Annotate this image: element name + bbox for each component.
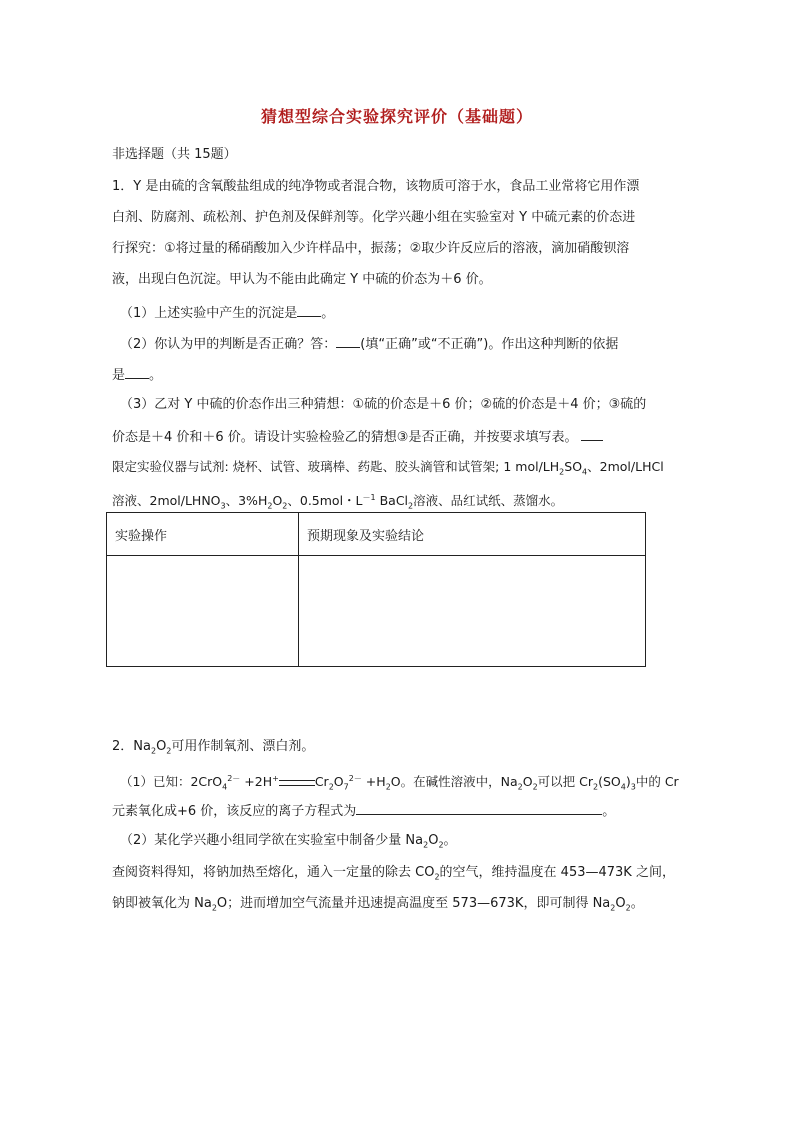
reagents-text: O: [272, 493, 283, 509]
q2-text: O: [615, 896, 626, 911]
q2-text: 可以把 Cr: [537, 774, 594, 790]
q2-text: 。: [630, 896, 644, 911]
q2-text: O: [522, 774, 533, 790]
q2-text: O；进而增加空气流量并迅速提高温度至 573—673K，即可制得 Na: [216, 896, 611, 911]
subscript: 2: [328, 782, 334, 792]
q2-text: (SO: [598, 774, 621, 790]
q1-line-1: 1．Y 是由硫的含氧酸盐组成的纯净物或者混合物，该物质可溶于水，食品工业常将它用作漂: [112, 179, 640, 194]
table-row: [107, 556, 646, 667]
section-heading: 非选择题（共 15题）: [112, 147, 237, 162]
q2-text: 元素氧化成+6 价，该反应的离子方程式为: [112, 804, 357, 819]
q1-part-1-end: 。: [321, 306, 335, 321]
q2-text: （1）已知：2CrO: [120, 774, 223, 790]
superscript: 2－: [227, 774, 241, 783]
subscript: 2: [211, 903, 217, 913]
subscript: 2: [150, 746, 157, 756]
superscript: 2－: [348, 774, 362, 783]
subscript: 2: [423, 840, 429, 850]
subscript: 2: [532, 782, 538, 792]
superscript: －1: [362, 493, 376, 502]
subscript: 3: [630, 782, 636, 792]
q1-part-3-line-2: [112, 428, 603, 446]
q2-text: +2H: [240, 774, 273, 790]
q1-part-2-text-b: (填“正确”或“不正确”)。作出这种判断的依据: [360, 337, 619, 352]
answer-blank[interactable]: [125, 366, 149, 379]
table-header-operation: 实验操作: [107, 513, 299, 556]
q2-text: 可用作制氧剂、漂白剂。: [171, 739, 315, 754]
q2-text: 2．Na: [112, 739, 151, 754]
q2-text: 。: [443, 833, 457, 848]
answer-blank[interactable]: [356, 802, 602, 815]
q2-text: 查阅资料得知，将钠加热至熔化，通入一定量的除去 CO: [112, 865, 435, 880]
q1-part-3-text: 价态是＋4 价和＋6 价。请设计实验检验乙的猜想③是否正确，并按要求填写表。: [112, 430, 578, 445]
reagents-line-1: [112, 459, 664, 481]
q1-line-3: 行探究：①将过量的稀硝酸加入少许样品中，振荡；②取少许反应后的溶液，滴加硝酸钡溶: [112, 241, 630, 256]
q2-text: +H: [361, 774, 386, 790]
subscript: 2: [408, 501, 414, 511]
q2-text: 钠即被氧化为 Na: [112, 896, 212, 911]
subscript: 2: [267, 501, 273, 511]
document-title: 猜想型综合实验探究评价（基础题）: [260, 107, 533, 126]
subscript: 2: [282, 501, 288, 511]
q1-part-3-line-1: （3）乙对 Y 中硫的价态作出三种猜想：①硫的价态是＋6 价；②硫的价态是＋4 价；③硫的: [120, 397, 647, 412]
reagents-text: 、0.5mol・L: [287, 493, 363, 509]
q1-line-2: 白剂、防腐剂、疏松剂、护色剂及保鲜剂等。化学兴趣小组在实验室对 Y 中硫元素的价态进: [112, 210, 636, 225]
q2-text: 。: [602, 804, 616, 819]
answer-blank[interactable]: [581, 428, 603, 441]
q2-text: Cr: [314, 774, 329, 790]
subscript: 4: [620, 782, 626, 792]
reagents-text: 、3%H: [225, 493, 268, 509]
q2-text: 中的 Cr: [635, 774, 679, 790]
subscript: 2: [593, 782, 599, 792]
subscript: 4: [582, 467, 588, 477]
subscript: 2: [434, 872, 440, 882]
reagents-text: SO: [564, 459, 583, 474]
experiment-table: [106, 512, 646, 667]
q1-part-2-end: 。: [149, 368, 163, 383]
q2-text: O: [428, 833, 439, 848]
table-cell-operation[interactable]: [107, 556, 299, 667]
equilibrium-arrow-icon: [279, 778, 315, 788]
answer-blank[interactable]: [336, 335, 360, 348]
q2-text: 的空气，维持温度在 453—473K 之间，: [439, 865, 675, 880]
q2-part-2: [120, 833, 457, 854]
q2-text: O。在碱性溶液中，Na: [390, 774, 518, 790]
superscript: +: [272, 774, 279, 783]
reagents-text: 限定实验仪器与试剂: 烧杯、试管、玻璃棒、药匙、胶头滴管和试管架; 1 mol/LH: [112, 459, 560, 474]
q1-part-2-cont: [112, 366, 162, 384]
q1-part-1: [120, 304, 334, 322]
reagents-text: 、2mol/LHCl: [587, 459, 664, 474]
q2-text: ): [625, 774, 631, 790]
reagents-text: 溶液、2mol/LHNO: [112, 493, 221, 509]
reagents-line-2: [112, 490, 563, 515]
subscript: 3: [220, 501, 226, 511]
q2-text: （2）某化学兴趣小组同学欲在实验室中制备少量 Na: [120, 833, 424, 848]
answer-blank[interactable]: [297, 304, 321, 317]
subscript: 4: [222, 782, 228, 792]
subscript: 2: [438, 840, 444, 850]
q1-part-2: [120, 335, 618, 353]
subscript: 2: [385, 782, 391, 792]
subscript: 2: [166, 746, 172, 756]
q1-part-1-text: （1）上述实验中产生的沉淀是: [120, 306, 298, 321]
table-header-row: [107, 513, 646, 556]
q2-part-1-line-2: [112, 802, 615, 820]
subscript: 2: [610, 903, 616, 913]
table-cell-result[interactable]: [299, 556, 646, 667]
subscript: 2: [517, 782, 523, 792]
q1-part-2-text: （2）你认为甲的判断是否正确？答：: [120, 337, 337, 352]
reagents-text: 溶液、品红试纸、蒸馏水。: [413, 493, 564, 509]
q2-part-2-line-3: [112, 896, 644, 917]
subscript: 2: [625, 903, 631, 913]
q2-text: O: [156, 739, 167, 754]
subscript: 7: [343, 782, 349, 792]
q1-part-2-text-c: 是: [112, 368, 126, 383]
q2-part-1-line-1: [120, 771, 679, 796]
q2-text: O: [333, 774, 344, 790]
subscript: 2: [559, 467, 565, 477]
table-header-result: 预期现象及实验结论: [299, 513, 646, 556]
q2-line-1: [112, 739, 314, 760]
q1-line-4: 液，出现白色沉淀。甲认为不能由此确定 Y 中硫的价态为＋6 价。: [112, 272, 492, 287]
q2-part-2-line-2: [112, 865, 675, 886]
reagents-text: BaCl: [375, 493, 409, 509]
